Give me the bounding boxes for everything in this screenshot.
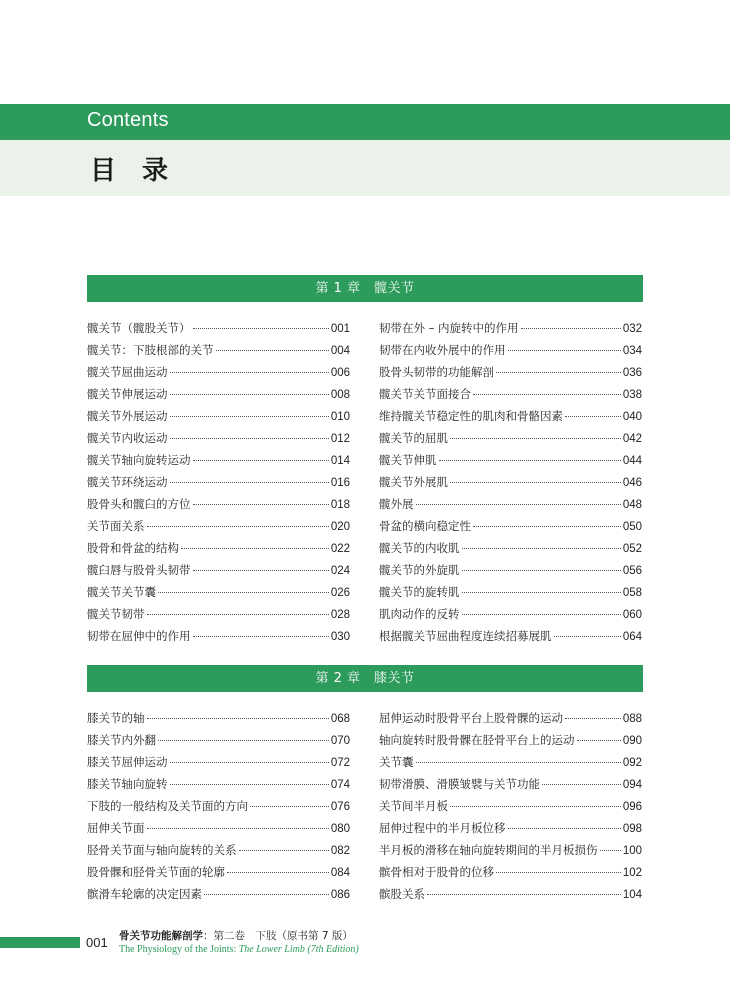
toc-leader-dots (147, 828, 329, 829)
toc-entry-title: 股骨头和髋臼的方位 (87, 497, 191, 511)
toc-entry (379, 518, 642, 540)
toc-entry-page: 074 (330, 779, 350, 791)
toc-entry-page: 012 (330, 433, 350, 445)
chapter-2-left-column (87, 710, 350, 908)
toc-leader-dots (473, 526, 621, 527)
footer-book-title-bold: 骨关节功能解剖学 (119, 930, 203, 942)
toc-entry-title: 下肢的一般结构及关节面的方向 (87, 799, 248, 813)
toc-entry-page: 050 (622, 521, 642, 533)
toc-entry-page: 016 (330, 477, 350, 489)
toc-entry-title: 关节间半月板 (379, 799, 448, 813)
toc-entry-page: 060 (622, 609, 642, 621)
toc-entry (87, 864, 350, 886)
toc-entry-page: 064 (622, 631, 642, 643)
toc-entry (87, 408, 350, 430)
toc-entry-title: 韧带在内收外展中的作用 (379, 343, 506, 357)
toc-leader-dots (227, 872, 329, 873)
toc-leader-dots (450, 482, 621, 483)
toc-entry (379, 584, 642, 606)
toc-entry (379, 820, 642, 842)
toc-entry-page: 026 (330, 587, 350, 599)
toc-entry (87, 710, 350, 732)
toc-entry-page: 100 (622, 845, 642, 857)
footer-english-italic: The Lower Limb (7th Edition) (238, 944, 359, 955)
toc-entry-title: 屈伸关节面 (87, 821, 145, 835)
toc-leader-dots (216, 350, 329, 351)
toc-entry-page: 104 (622, 889, 642, 901)
toc-entry-page: 038 (622, 389, 642, 401)
toc-entry (87, 540, 350, 562)
toc-entry-page: 090 (622, 735, 642, 747)
toc-entry (87, 452, 350, 474)
chapter-1-right-column (379, 320, 642, 650)
toc-entry (87, 364, 350, 386)
toc-entry (87, 386, 350, 408)
toc-entry-page: 056 (622, 565, 642, 577)
toc-entry-title: 轴向旋转时股骨髁在胫骨平台上的运动 (379, 733, 575, 747)
toc-entry-title: 肌肉动作的反转 (379, 607, 460, 621)
toc-leader-dots (565, 416, 621, 417)
toc-leader-dots (450, 438, 621, 439)
toc-leader-dots (147, 718, 329, 719)
toc-entry (87, 562, 350, 584)
chapter-2-heading: 第 2 章 膝关节 (87, 665, 643, 692)
toc-entry-page: 036 (622, 367, 642, 379)
toc-leader-dots (193, 460, 329, 461)
toc-entry (379, 732, 642, 754)
toc-leader-dots (600, 850, 621, 851)
toc-leader-dots (250, 806, 329, 807)
toc-entry-page: 068 (330, 713, 350, 725)
toc-entry (87, 430, 350, 452)
toc-leader-dots (416, 762, 621, 763)
toc-entry-page: 028 (330, 609, 350, 621)
toc-leader-dots (565, 718, 621, 719)
toc-leader-dots (554, 636, 621, 637)
toc-entry (87, 886, 350, 908)
toc-entry (379, 710, 642, 732)
toc-leader-dots (450, 806, 621, 807)
chapter-2-right-column (379, 710, 642, 908)
toc-entry-page: 080 (330, 823, 350, 835)
toc-leader-dots (508, 828, 621, 829)
toc-entry (379, 342, 642, 364)
toc-entry (87, 342, 350, 364)
toc-entry-page: 094 (622, 779, 642, 791)
toc-entry (379, 540, 642, 562)
toc-leader-dots (193, 504, 329, 505)
toc-entry-title: 髋关节的屈肌 (379, 431, 448, 445)
toc-entry (87, 518, 350, 540)
toc-entry-title: 膝关节轴向旋转 (87, 777, 168, 791)
toc-entry (87, 584, 350, 606)
toc-entry-title: 髋关节（髋股关节） (87, 321, 191, 335)
toc-entry (379, 364, 642, 386)
toc-entry-title: 髋关节韧带 (87, 607, 145, 621)
chapter-1-heading: 第 1 章 髋关节 (87, 275, 643, 302)
toc-entry-title: 髌滑车轮廓的决定因素 (87, 887, 202, 901)
toc-entry-title: 股骨头韧带的功能解剖 (379, 365, 494, 379)
toc-entry (87, 606, 350, 628)
toc-leader-dots (521, 328, 621, 329)
toc-entry-title: 韧带在外 – 内旋转中的作用 (379, 321, 519, 335)
toc-entry-title: 屈伸运动时股骨平台上股骨髁的运动 (379, 711, 563, 725)
toc-entry (379, 408, 642, 430)
toc-entry-page: 088 (622, 713, 642, 725)
toc-entry-title: 骨盆的横向稳定性 (379, 519, 471, 533)
toc-entry-page: 022 (330, 543, 350, 555)
toc-entry-page: 058 (622, 587, 642, 599)
chapter-1-left-column (87, 320, 350, 650)
toc-entry (87, 628, 350, 650)
toc-entry (379, 798, 642, 820)
toc-entry-page: 010 (330, 411, 350, 423)
toc-entry (87, 842, 350, 864)
toc-entry-title: 髋关节内收运动 (87, 431, 168, 445)
contents-chinese-title: 目录 (90, 156, 195, 186)
toc-entry-title: 髋关节：下肢根部的关节 (87, 343, 214, 357)
footer-english-title (119, 944, 359, 955)
toc-entry (379, 496, 642, 518)
toc-entry (87, 798, 350, 820)
toc-entry-page: 084 (330, 867, 350, 879)
toc-entry-page: 014 (330, 455, 350, 467)
toc-entry-title: 屈伸过程中的半月板位移 (379, 821, 506, 835)
toc-entry (379, 628, 642, 650)
toc-leader-dots (193, 636, 329, 637)
toc-leader-dots (462, 614, 621, 615)
toc-leader-dots (496, 372, 621, 373)
toc-entry-title: 髋关节关节面接合 (379, 387, 471, 401)
footer-accent-bar (0, 937, 80, 948)
toc-entry (87, 320, 350, 342)
toc-entry-title: 半月板的滑移在轴向旋转期间的半月板损伤 (379, 843, 598, 857)
toc-entry (379, 386, 642, 408)
toc-leader-dots (158, 740, 329, 741)
toc-entry-title: 髋关节关节囊 (87, 585, 156, 599)
toc-entry-page: 070 (330, 735, 350, 747)
footer-english-prefix: The Physiology of the Joints: (119, 944, 239, 955)
toc-leader-dots (439, 460, 621, 461)
toc-leader-dots (577, 740, 621, 741)
toc-entry-page: 034 (622, 345, 642, 357)
toc-entry-page: 052 (622, 543, 642, 555)
toc-entry-title: 关节囊 (379, 755, 414, 769)
toc-entry-title: 髋关节轴向旋转运动 (87, 453, 191, 467)
toc-entry-title: 膝关节屈伸运动 (87, 755, 168, 769)
toc-leader-dots (542, 784, 621, 785)
toc-leader-dots (508, 350, 621, 351)
toc-entry-page: 098 (622, 823, 642, 835)
toc-entry (87, 754, 350, 776)
toc-entry-title: 髋关节伸肌 (379, 453, 437, 467)
toc-entry (379, 320, 642, 342)
toc-entry-page: 096 (622, 801, 642, 813)
toc-entry (379, 842, 642, 864)
toc-entry-title: 股骨髁和胫骨关节面的轮廓 (87, 865, 225, 879)
toc-entry (379, 864, 642, 886)
footer-book-title (119, 928, 353, 943)
toc-leader-dots (496, 872, 621, 873)
toc-leader-dots (170, 438, 329, 439)
toc-leader-dots (427, 894, 621, 895)
toc-entry-page: 102 (622, 867, 642, 879)
toc-leader-dots (462, 592, 621, 593)
toc-leader-dots (193, 570, 329, 571)
toc-entry-title: 胫骨关节面与轴向旋转的关系 (87, 843, 237, 857)
toc-leader-dots (204, 894, 329, 895)
toc-entry-title: 韧带在屈伸中的作用 (87, 629, 191, 643)
toc-entry-title: 关节面关系 (87, 519, 145, 533)
toc-entry-title: 髋关节的内收肌 (379, 541, 460, 555)
toc-entry (87, 820, 350, 842)
toc-leader-dots (158, 592, 329, 593)
toc-leader-dots (473, 394, 621, 395)
toc-leader-dots (170, 372, 329, 373)
toc-leader-dots (416, 504, 621, 505)
toc-entry (379, 754, 642, 776)
contents-english-title: Contents (87, 109, 169, 131)
toc-entry-page: 044 (622, 455, 642, 467)
toc-entry (379, 562, 642, 584)
toc-entry-page: 082 (330, 845, 350, 857)
toc-entry-title: 髌骨相对于股骨的位移 (379, 865, 494, 879)
toc-leader-dots (239, 850, 329, 851)
toc-entry-title: 髋外展 (379, 497, 414, 511)
toc-entry (379, 886, 642, 908)
toc-leader-dots (462, 570, 621, 571)
toc-entry-title: 维持髋关节稳定性的肌肉和骨骼因素 (379, 409, 563, 423)
toc-leader-dots (170, 784, 329, 785)
footer-book-title-rest: ：第二卷 下肢（原书第 7 版） (203, 930, 353, 942)
toc-entry-title: 髋关节外展运动 (87, 409, 168, 423)
toc-entry-page: 020 (330, 521, 350, 533)
toc-entry-title: 韧带滑膜、滑膜皱襞与关节功能 (379, 777, 540, 791)
toc-entry (379, 430, 642, 452)
toc-entry (379, 474, 642, 496)
toc-leader-dots (147, 614, 329, 615)
toc-entry-page: 001 (330, 323, 350, 335)
toc-leader-dots (193, 328, 329, 329)
toc-entry (87, 776, 350, 798)
toc-entry-page: 032 (622, 323, 642, 335)
toc-leader-dots (170, 482, 329, 483)
toc-entry-title: 髋关节的外旋肌 (379, 563, 460, 577)
toc-entry (379, 452, 642, 474)
toc-entry (379, 776, 642, 798)
toc-entry-title: 股骨和骨盆的结构 (87, 541, 179, 555)
toc-entry (87, 496, 350, 518)
toc-entry-page: 030 (330, 631, 350, 643)
toc-entry-title: 髌股关系 (379, 887, 425, 901)
toc-leader-dots (170, 416, 329, 417)
toc-entry (87, 732, 350, 754)
toc-entry-page: 008 (330, 389, 350, 401)
toc-leader-dots (170, 394, 329, 395)
toc-leader-dots (462, 548, 621, 549)
toc-entry-title: 髋关节屈曲运动 (87, 365, 168, 379)
toc-leader-dots (181, 548, 329, 549)
toc-entry-page: 040 (622, 411, 642, 423)
toc-entry-page: 076 (330, 801, 350, 813)
toc-entry-page: 018 (330, 499, 350, 511)
toc-leader-dots (147, 526, 329, 527)
toc-entry-title: 髋臼唇与股骨头韧带 (87, 563, 191, 577)
toc-entry-page: 024 (330, 565, 350, 577)
toc-entry (379, 606, 642, 628)
toc-entry-title: 膝关节内外翻 (87, 733, 156, 747)
toc-entry-page: 006 (330, 367, 350, 379)
contents-chinese-band (0, 140, 730, 196)
toc-entry-page: 092 (622, 757, 642, 769)
toc-entry-page: 048 (622, 499, 642, 511)
toc-entry-title: 髋关节的旋转肌 (379, 585, 460, 599)
toc-entry-title: 髋关节外展肌 (379, 475, 448, 489)
toc-entry-page: 072 (330, 757, 350, 769)
toc-entry-title: 髋关节环绕运动 (87, 475, 168, 489)
toc-entry-page: 004 (330, 345, 350, 357)
toc-leader-dots (170, 762, 329, 763)
page-number: 001 (86, 935, 108, 950)
toc-entry-page: 042 (622, 433, 642, 445)
toc-entry-title: 髋关节伸展运动 (87, 387, 168, 401)
toc-entry-page: 086 (330, 889, 350, 901)
contents-header-band (0, 104, 730, 140)
toc-entry-page: 046 (622, 477, 642, 489)
toc-entry (87, 474, 350, 496)
toc-entry-title: 根据髋关节屈曲程度连续招募展肌 (379, 629, 552, 643)
toc-entry-title: 膝关节的轴 (87, 711, 145, 725)
